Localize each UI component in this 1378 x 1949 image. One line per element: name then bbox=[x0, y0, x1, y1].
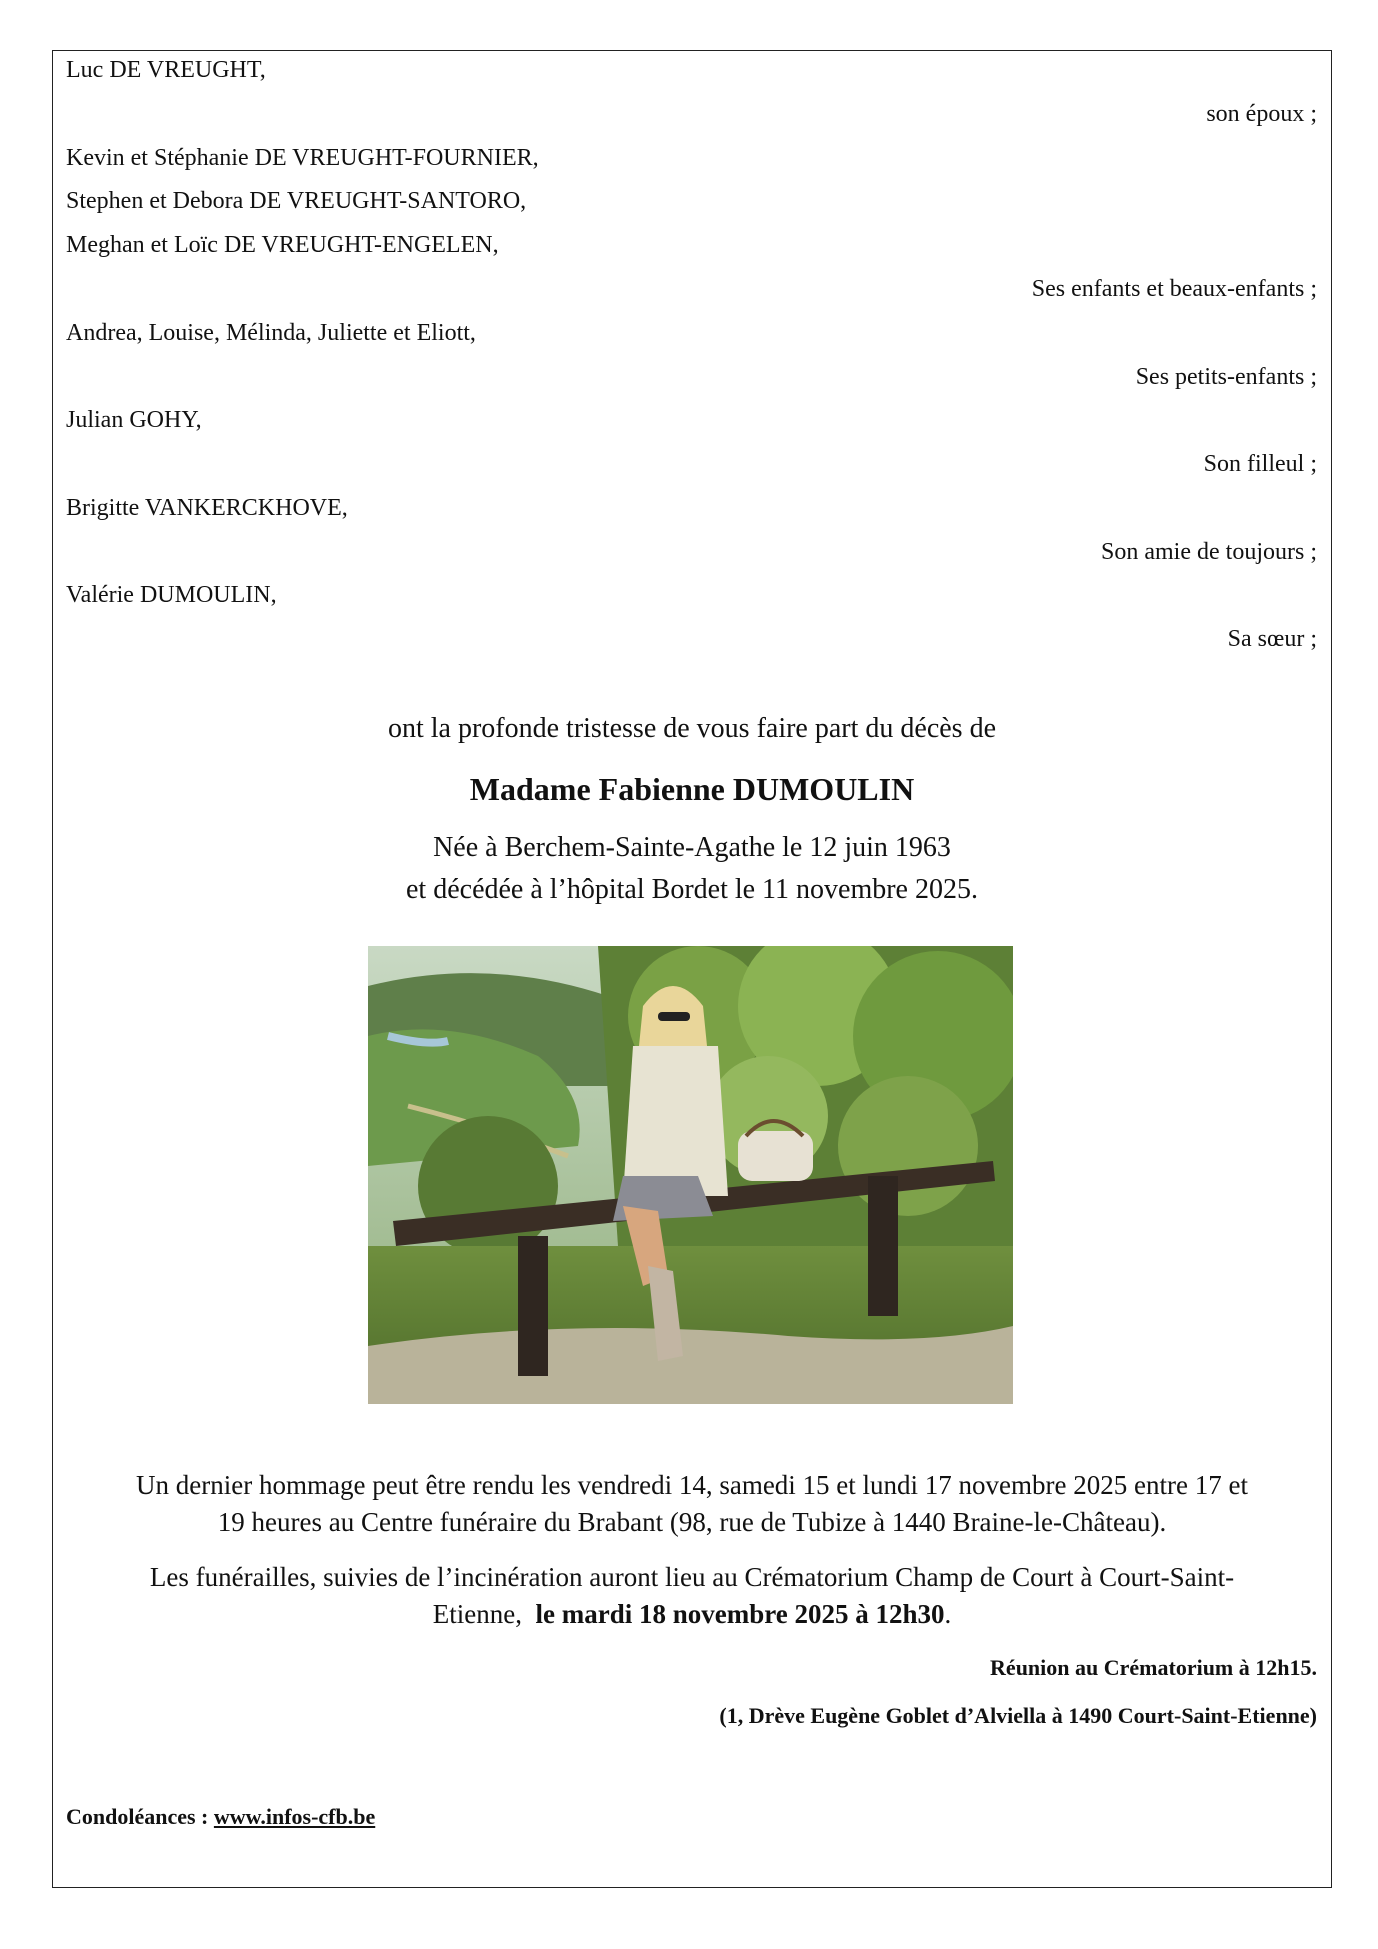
funerailles-line-2 bbox=[52, 1597, 1332, 1631]
death-line: et décédée à l’hôpital Bordet le 11 novembre 2025. bbox=[406, 874, 978, 905]
condoleances bbox=[66, 1804, 375, 1830]
family-role: Son amie de toujours ; bbox=[1101, 539, 1317, 565]
funerailles-prefix: Etienne, bbox=[432, 1599, 522, 1629]
hommage-line: Un dernier hommage peut être rendu les vendredi 14, samedi 15 et lundi 17 novembre 2025 entre 17 et bbox=[136, 1470, 1248, 1500]
crematorium-address: (1, Drève Eugène Goblet d’Alviella à 1490 Court-Saint-Etienne) bbox=[719, 1703, 1317, 1728]
family-line: Luc DE VREUGHT, bbox=[66, 57, 266, 83]
funerailles-date: le mardi 18 novembre 2025 à 12h30 bbox=[535, 1599, 945, 1629]
family-line: Andrea, Louise, Mélinda, Juliette et Eliott, bbox=[66, 320, 476, 346]
family-role: son époux ; bbox=[1206, 101, 1317, 127]
condoleances-label: Condoléances : bbox=[66, 1804, 209, 1829]
family-line: Meghan et Loïc DE VREUGHT-ENGELEN, bbox=[66, 232, 499, 258]
reunion-note: Réunion au Crématorium à 12h15. bbox=[990, 1655, 1317, 1680]
family-role: Ses petits-enfants ; bbox=[1135, 364, 1317, 390]
birth-line: Née à Berchem-Sainte-Agathe le 12 juin 1963 bbox=[433, 832, 951, 863]
family-line: Stephen et Debora DE VREUGHT-SANTORO, bbox=[66, 188, 527, 214]
hommage-line: 19 heures au Centre funéraire du Brabant (98, rue de Tubize à 1440 Braine-le-Château). bbox=[217, 1507, 1167, 1537]
portrait-photo bbox=[368, 946, 1013, 1404]
family-line: Brigitte VANKERCKHOVE, bbox=[66, 495, 348, 521]
funerailles-suffix: . bbox=[944, 1599, 952, 1629]
funerailles-line: Les funérailles, suivies de l’incinération auront lieu au Crématorium Champ de Court à Court-Saint- bbox=[149, 1562, 1235, 1592]
deceased-name: Madame Fabienne DUMOULIN bbox=[469, 771, 915, 807]
family-line: Valérie DUMOULIN, bbox=[66, 582, 277, 608]
family-line: Julian GOHY, bbox=[66, 407, 202, 433]
family-line: Kevin et Stéphanie DE VREUGHT-FOURNIER, bbox=[66, 145, 539, 171]
condoleances-link[interactable]: www.infos-cfb.be bbox=[213, 1804, 376, 1829]
family-role: Son filleul ; bbox=[1203, 451, 1317, 477]
family-role: Ses enfants et beaux-enfants ; bbox=[1031, 276, 1317, 302]
announcement-intro: ont la profonde tristesse de vous faire part du décès de bbox=[387, 713, 996, 744]
family-role: Sa sœur ; bbox=[1227, 626, 1317, 652]
